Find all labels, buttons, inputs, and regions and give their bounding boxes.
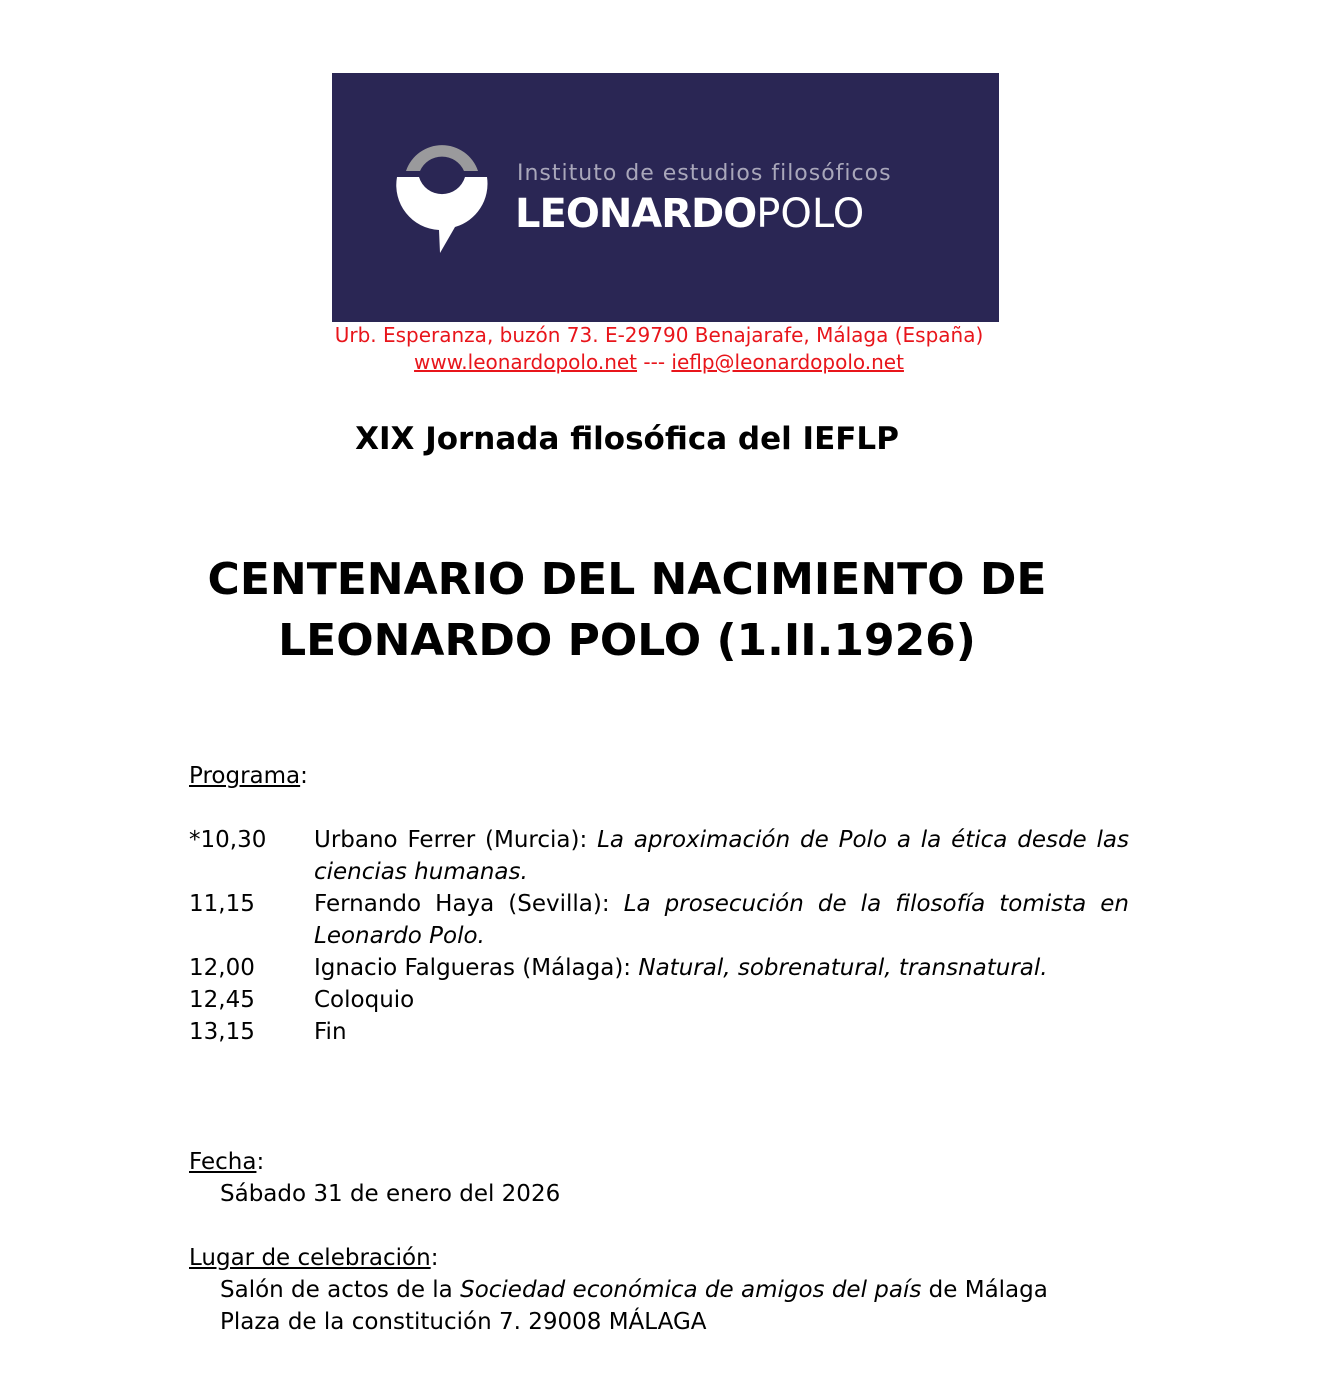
program-description — [314, 888, 1129, 952]
program-talk: La aproximación de Polo a la ética desde las ciencias humanas. — [314, 827, 1129, 885]
program-item — [189, 952, 1129, 984]
venue-line-2: Plaza de la constitución 7. 29008 MÁLAGA — [220, 1309, 707, 1335]
program-talk: La prosecución de la filosofía tomista en Leonardo Polo. — [314, 891, 1129, 949]
venue-society-name: Sociedad económica de amigos del país — [460, 1277, 922, 1303]
program-speaker: Coloquio — [314, 987, 415, 1013]
contact-links — [0, 349, 1318, 376]
program-heading: Programa: — [189, 763, 308, 789]
event-title — [0, 549, 1254, 671]
program-item — [189, 984, 1129, 1016]
program-speaker: Fernando Haya (Sevilla): — [314, 891, 624, 917]
program-description — [314, 824, 1129, 888]
program-item — [189, 888, 1129, 952]
program-list — [189, 824, 1129, 1048]
contact-block — [0, 322, 1318, 376]
program-item — [189, 1016, 1129, 1048]
website-link[interactable]: www.leonardopolo.net — [414, 350, 638, 374]
date-heading: Fecha: — [189, 1149, 265, 1175]
venue-line-1-pre: Salón de actos de la — [220, 1277, 461, 1303]
program-speaker: Fin — [314, 1019, 347, 1045]
venue-heading: Lugar de celebración: — [189, 1245, 439, 1271]
program-description — [314, 984, 1129, 1016]
link-separator: --- — [637, 350, 672, 374]
program-time: 11,15 — [189, 891, 255, 917]
ieflp-logo-icon — [392, 141, 492, 256]
event-title-line-1: CENTENARIO DEL NACIMIENTO DE — [207, 554, 1047, 605]
program-time: *10,30 — [189, 827, 267, 853]
program-time: 13,15 — [189, 1019, 255, 1045]
venue-line-1-post: de Málaga — [921, 1277, 1048, 1303]
program-description — [314, 1016, 1129, 1048]
program-time: 12,00 — [189, 955, 255, 981]
logo-name-light: POLO — [756, 191, 865, 237]
program-label: Programa — [189, 763, 301, 789]
program-description — [314, 952, 1129, 984]
venue-label: Lugar de celebración — [189, 1245, 431, 1271]
program-item — [189, 824, 1129, 888]
postal-address: Urb. Esperanza, buzón 73. E-29790 Benajarafe, Málaga (España) — [334, 323, 984, 347]
date-value: Sábado 31 de enero del 2026 — [220, 1181, 561, 1207]
program-time: 12,45 — [189, 987, 255, 1013]
logo-subtitle: Instituto de estudios filosóficos — [517, 161, 892, 186]
date-label: Fecha — [189, 1149, 257, 1175]
email-link[interactable]: ieflp@leonardopolo.net — [671, 350, 904, 374]
program-speaker: Ignacio Falgueras (Málaga): — [314, 955, 639, 981]
event-title-line-2: LEONARDO POLO (1.II.1926) — [278, 615, 976, 666]
logo-name-bold: LEONARDO — [515, 191, 757, 237]
header-banner — [332, 73, 999, 322]
venue-line-1 — [220, 1274, 1048, 1306]
program-talk: Natural, sobrenatural, transnatural. — [638, 955, 1048, 981]
program-speaker: Urbano Ferrer (Murcia): — [314, 827, 598, 853]
event-subtitle: XIX Jornada filosófica del IEFLP — [355, 421, 899, 457]
logo-name — [515, 191, 864, 237]
